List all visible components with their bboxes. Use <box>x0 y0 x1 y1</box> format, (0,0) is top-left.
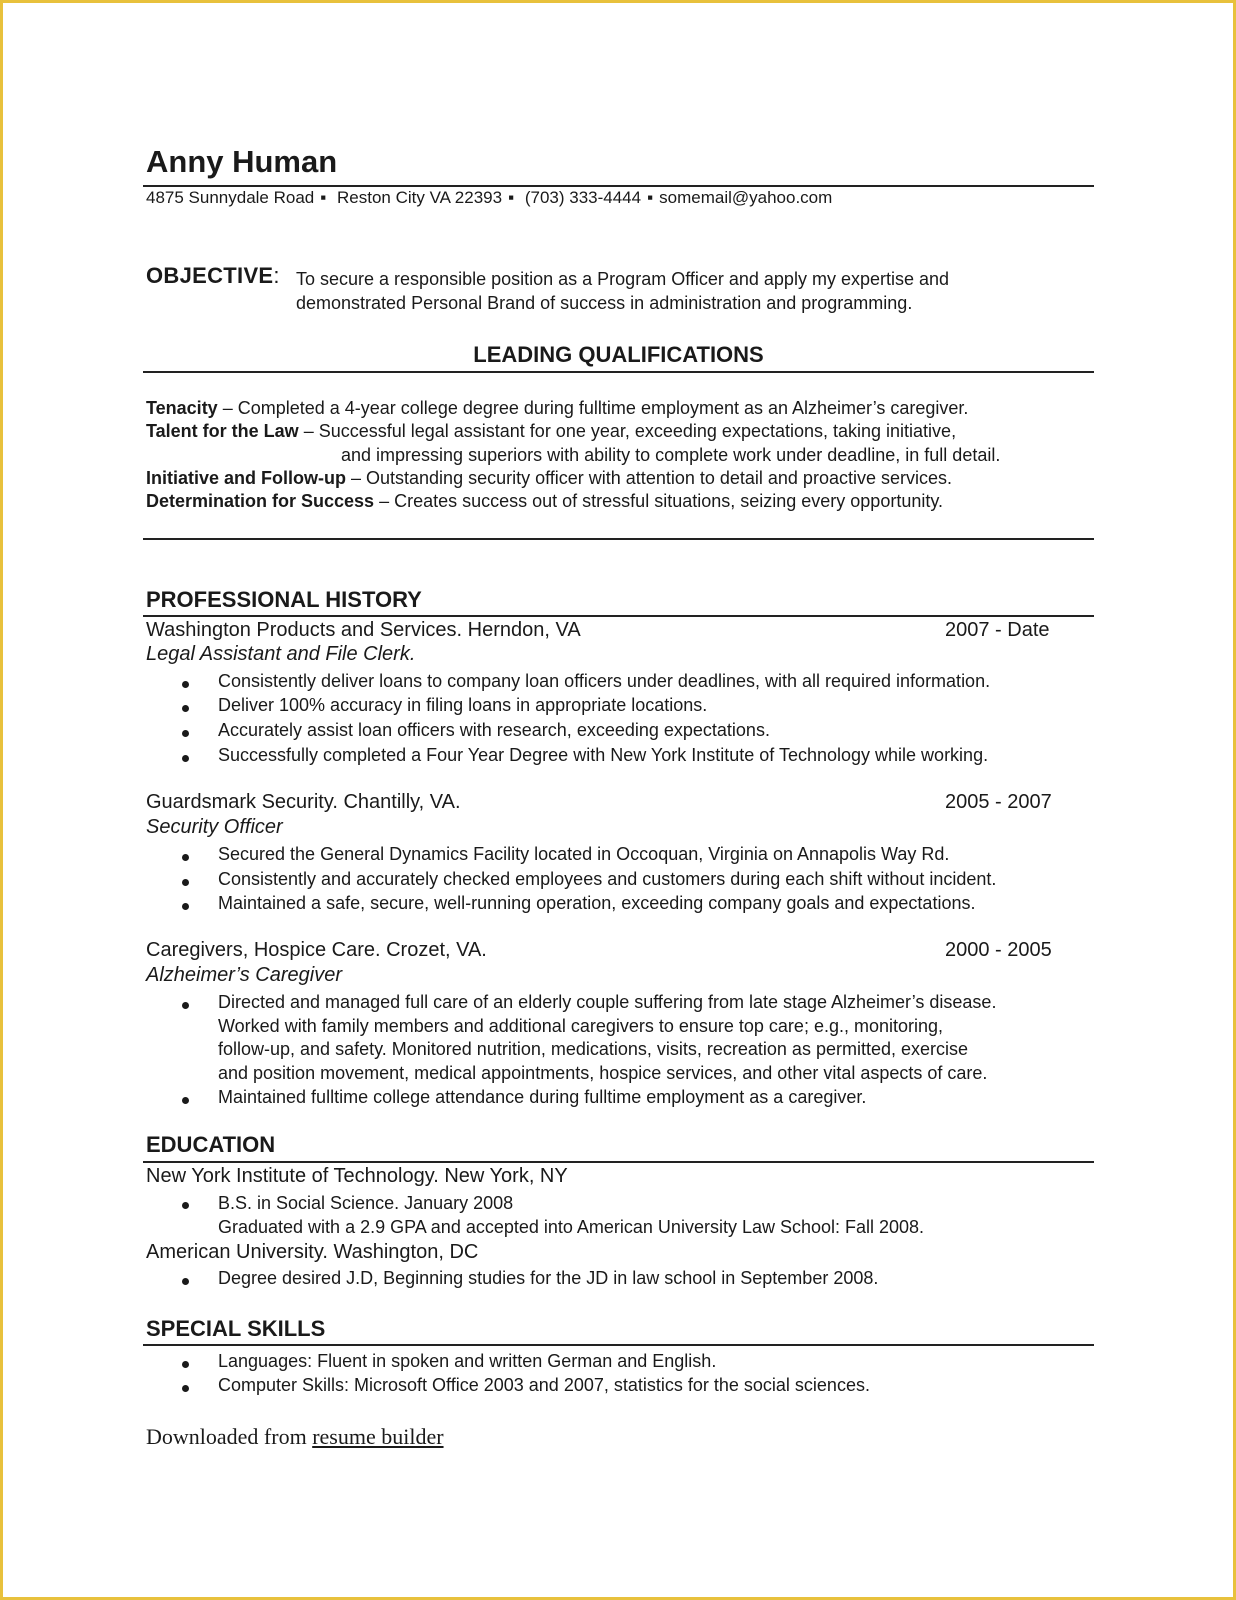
employment-dates: 2005 - 2007 <box>945 791 1052 813</box>
school: New York Institute of Technology. New York, NY <box>146 1165 568 1187</box>
job-bullet: Consistently and accurately checked employees and customers during each shift without incident. <box>218 869 997 889</box>
employment-dates: 2007 - Date <box>945 619 1050 641</box>
job-bullet: Successfully completed a Four Year Degree with New York Institute of Technology while working. <box>218 745 989 765</box>
skill-item: Languages: Fluent in spoken and written German and English. <box>218 1351 717 1371</box>
candidate-name: Anny Human <box>146 144 338 179</box>
qualification-item: Tenacity – Completed a 4-year college degree during fulltime employment as an Alzheimer’s caregiver. <box>146 398 969 418</box>
bullet-icon <box>182 854 189 861</box>
bullet-icon <box>182 1202 189 1209</box>
objective-text <box>296 267 949 315</box>
address: 4875 Sunnydale Road <box>146 188 315 207</box>
education-rule <box>143 1161 1094 1163</box>
separator: ▪ <box>320 188 327 207</box>
job-bullet: Accurately assist loan officers with research, exceeding expectations. <box>218 720 770 740</box>
city: Reston City VA 22393 <box>337 188 503 207</box>
objective-line-1: To secure a responsible position as a Program Officer and apply my expertise and <box>296 269 950 289</box>
bullet-icon <box>182 730 189 737</box>
contact-line <box>146 188 832 208</box>
employer: Washington Products and Services. Herndon, VA <box>146 619 581 641</box>
bullet-icon <box>182 1361 189 1368</box>
objective-line-2: demonstrated Personal Brand of success in administration and programming. <box>296 293 913 313</box>
bullet-icon <box>182 755 189 762</box>
resume-builder-link[interactable]: resume builder <box>312 1424 444 1449</box>
skills-rule <box>143 1344 1094 1346</box>
education-bullet: Degree desired J.D, Beginning studies for the JD in law school in September 2008. <box>218 1268 879 1288</box>
employer: Caregivers, Hospice Care. Crozet, VA. <box>146 939 487 961</box>
download-credit: Downloaded from resume builder <box>146 1424 444 1449</box>
education-bullet: B.S. in Social Science. January 2008 <box>218 1193 514 1213</box>
job-bullet: Secured the General Dynamics Facility located in Occoquan, Virginia on Annapolis Way Rd. <box>218 844 950 864</box>
job-bullet: Maintained a safe, secure, well-running operation, exceeding company goals and expectations. <box>218 893 976 913</box>
employment-dates: 2000 - 2005 <box>945 939 1052 961</box>
phone: (703) 333-4444 <box>524 188 642 207</box>
qualification-item: Determination for Success – Creates success out of stressful situations, seizing every opportunity. <box>146 491 944 511</box>
history-title: PROFESSIONAL HISTORY <box>146 587 422 612</box>
job-role: Alzheimer’s Caregiver <box>146 964 342 986</box>
bullet-icon <box>182 1002 189 1009</box>
job-role: Legal Assistant and File Clerk. <box>146 643 416 665</box>
separator: ▪ <box>508 188 515 207</box>
qualification-item-continued: and impressing superiors with ability to complete work under deadline, in full detail. <box>341 445 1001 465</box>
bullet-icon <box>182 1278 189 1285</box>
qualifications-bottom-rule <box>143 538 1094 540</box>
employer: Guardsmark Security. Chantilly, VA. <box>146 791 461 813</box>
objective-label: OBJECTIVE: <box>146 263 280 288</box>
bullet-icon <box>182 681 189 688</box>
bullet-icon <box>182 1097 189 1104</box>
bullet-icon <box>182 705 189 712</box>
qualification-item: Initiative and Follow-up – Outstanding security officer with attention to detail and proactive services. <box>146 468 952 488</box>
qualifications-rule <box>143 371 1094 373</box>
qualification-item: Talent for the Law – Successful legal assistant for one year, exceeding expectations, taking initiative, <box>146 421 957 441</box>
education-title: EDUCATION <box>146 1132 276 1157</box>
job-bullet: Directed and managed full care of an elderly couple suffering from late stage Alzheimer’s disease. <box>218 992 997 1012</box>
school: American University. Washington, DC <box>146 1241 479 1263</box>
job-role: Security Officer <box>146 816 283 838</box>
qualifications-title: LEADING QUALIFICATIONS <box>473 342 764 367</box>
history-rule <box>143 615 1094 617</box>
job-bullet-continued: follow-up, and safety. Monitored nutrition, medications, visits, recreation as permitted, exercise <box>218 1039 969 1059</box>
skill-item: Computer Skills: Microsoft Office 2003 and 2007, statistics for the social sciences. <box>218 1375 870 1395</box>
skills-title: SPECIAL SKILLS <box>146 1316 326 1341</box>
job-bullet-continued: and position movement, medical appointments, hospice services, and other vital aspects of care. <box>218 1063 988 1083</box>
separator: ▪ <box>647 188 654 207</box>
email: somemail@yahoo.com <box>659 188 833 207</box>
bullet-icon <box>182 1385 189 1392</box>
job-bullet-continued: Worked with family members and additional caregivers to ensure top care; e.g., monitoring, <box>218 1016 944 1036</box>
job-bullet: Consistently deliver loans to company loan officers under deadlines, with all required information. <box>218 671 991 691</box>
education-bullet-continued: Graduated with a 2.9 GPA and accepted into American University Law School: Fall 2008. <box>218 1217 925 1237</box>
bullet-icon <box>182 903 189 910</box>
job-bullet: Maintained fulltime college attendance during fulltime employment as a caregiver. <box>218 1087 867 1107</box>
job-bullet: Deliver 100% accuracy in filing loans in appropriate locations. <box>218 695 708 715</box>
header-rule <box>143 185 1094 187</box>
bullet-icon <box>182 879 189 886</box>
